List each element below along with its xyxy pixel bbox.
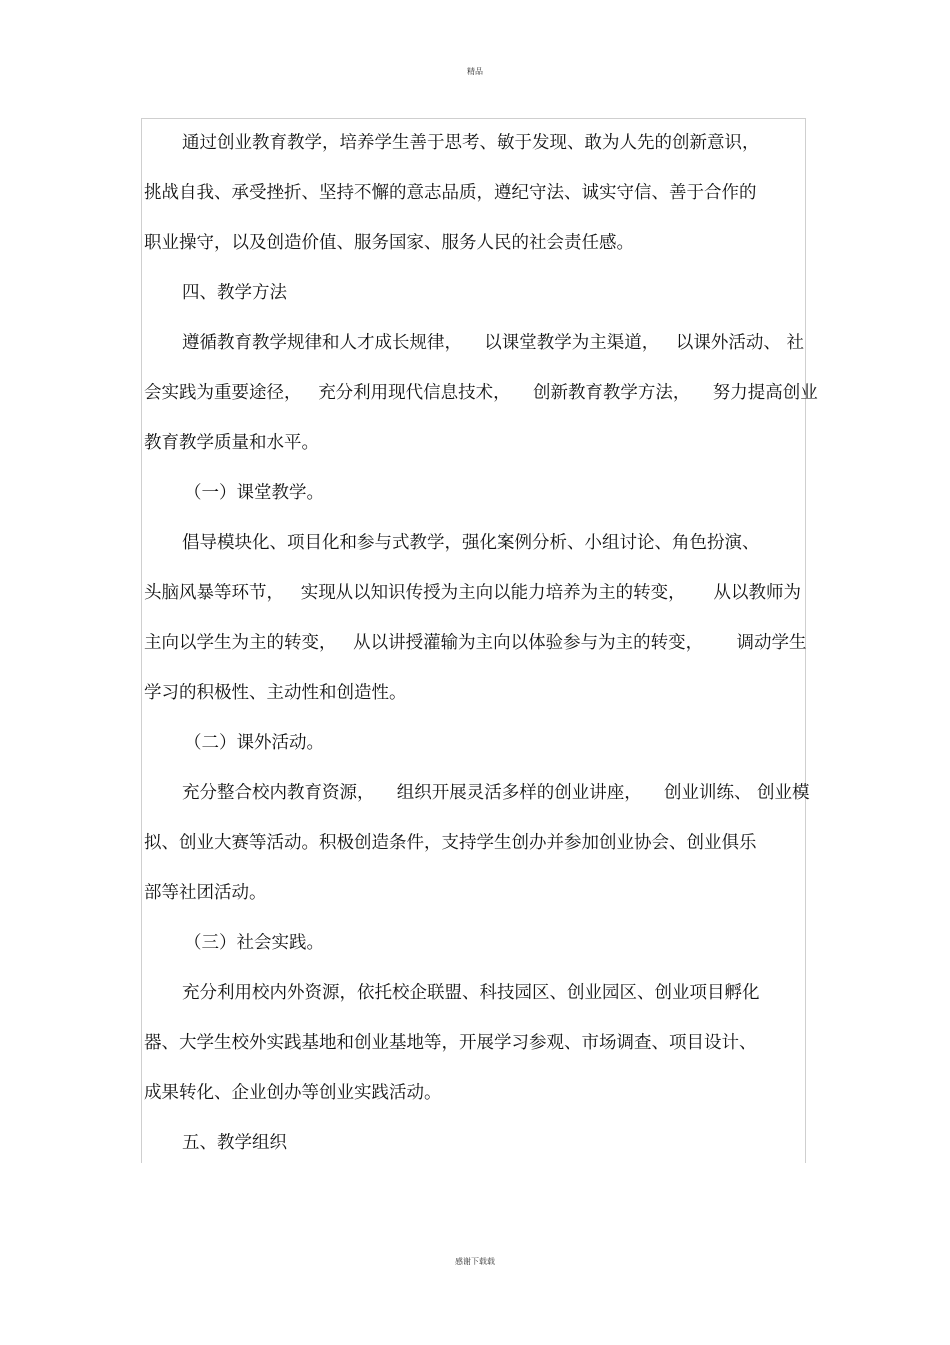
paragraph-line: 职业操守，以及创造价值、服务国家、服务人民的社会责任感。: [144, 233, 634, 253]
section-heading: 五、教学组织: [182, 1133, 287, 1153]
subsection-heading: （一）课堂教学。: [184, 483, 324, 503]
page-header-label: 精品: [467, 67, 483, 76]
paragraph-line: 充分整合校内教育资源， 组织开展灵活多样的创业讲座， 创业训练、 创业模: [182, 783, 810, 803]
section-heading: 四、教学方法: [182, 283, 287, 303]
subsection-heading: （二）课外活动。: [184, 733, 324, 753]
paragraph-line: 充分利用校内外资源，依托校企联盟、科技园区、创业园区、创业项目孵化: [182, 983, 760, 1003]
paragraph-line: 拟、创业大赛等活动。积极创造条件，支持学生创办并参加创业协会、创业俱乐: [144, 833, 757, 853]
paragraph-line: 倡导模块化、项目化和参与式教学，强化案例分析、小组讨论、角色扮演、: [182, 533, 760, 553]
paragraph-line: 部等社团活动。: [144, 883, 267, 903]
subsection-heading: （三）社会实践。: [184, 933, 324, 953]
paragraph-line: 通过创业教育教学，培养学生善于思考、敏于发现、敢为人先的创新意识，: [182, 133, 760, 153]
paragraph-line: 挑战自我、承受挫折、坚持不懈的意志品质，遵纪守法、诚实守信、善于合作的: [144, 183, 757, 203]
paragraph-line: 会实践为重要途径， 充分利用现代信息技术， 创新教育教学方法， 努力提高创业: [144, 383, 818, 403]
paragraph-line: 遵循教育教学规律和人才成长规律， 以课堂教学为主渠道， 以课外活动、 社: [182, 333, 804, 353]
paragraph-line: 成果转化、企业创办等创业实践活动。: [144, 1083, 442, 1103]
paragraph-line: 头脑风暴等环节， 实现从以知识传授为主向以能力培养为主的转变， 从以教师为: [144, 583, 801, 603]
paragraph-line: 学习的积极性、主动性和创造性。: [144, 683, 407, 703]
paragraph-line: 器、大学生校外实践基地和创业基地等，开展学习参观、市场调查、项目设计、: [144, 1033, 757, 1053]
paragraph-line: 教育教学质量和水平。: [144, 433, 319, 453]
page-footer-label: 感谢下载载: [455, 1257, 495, 1266]
paragraph-line: 主向以学生为主的转变， 从以讲授灌输为主向以体验参与为主的转变， 调动学生: [144, 633, 807, 653]
